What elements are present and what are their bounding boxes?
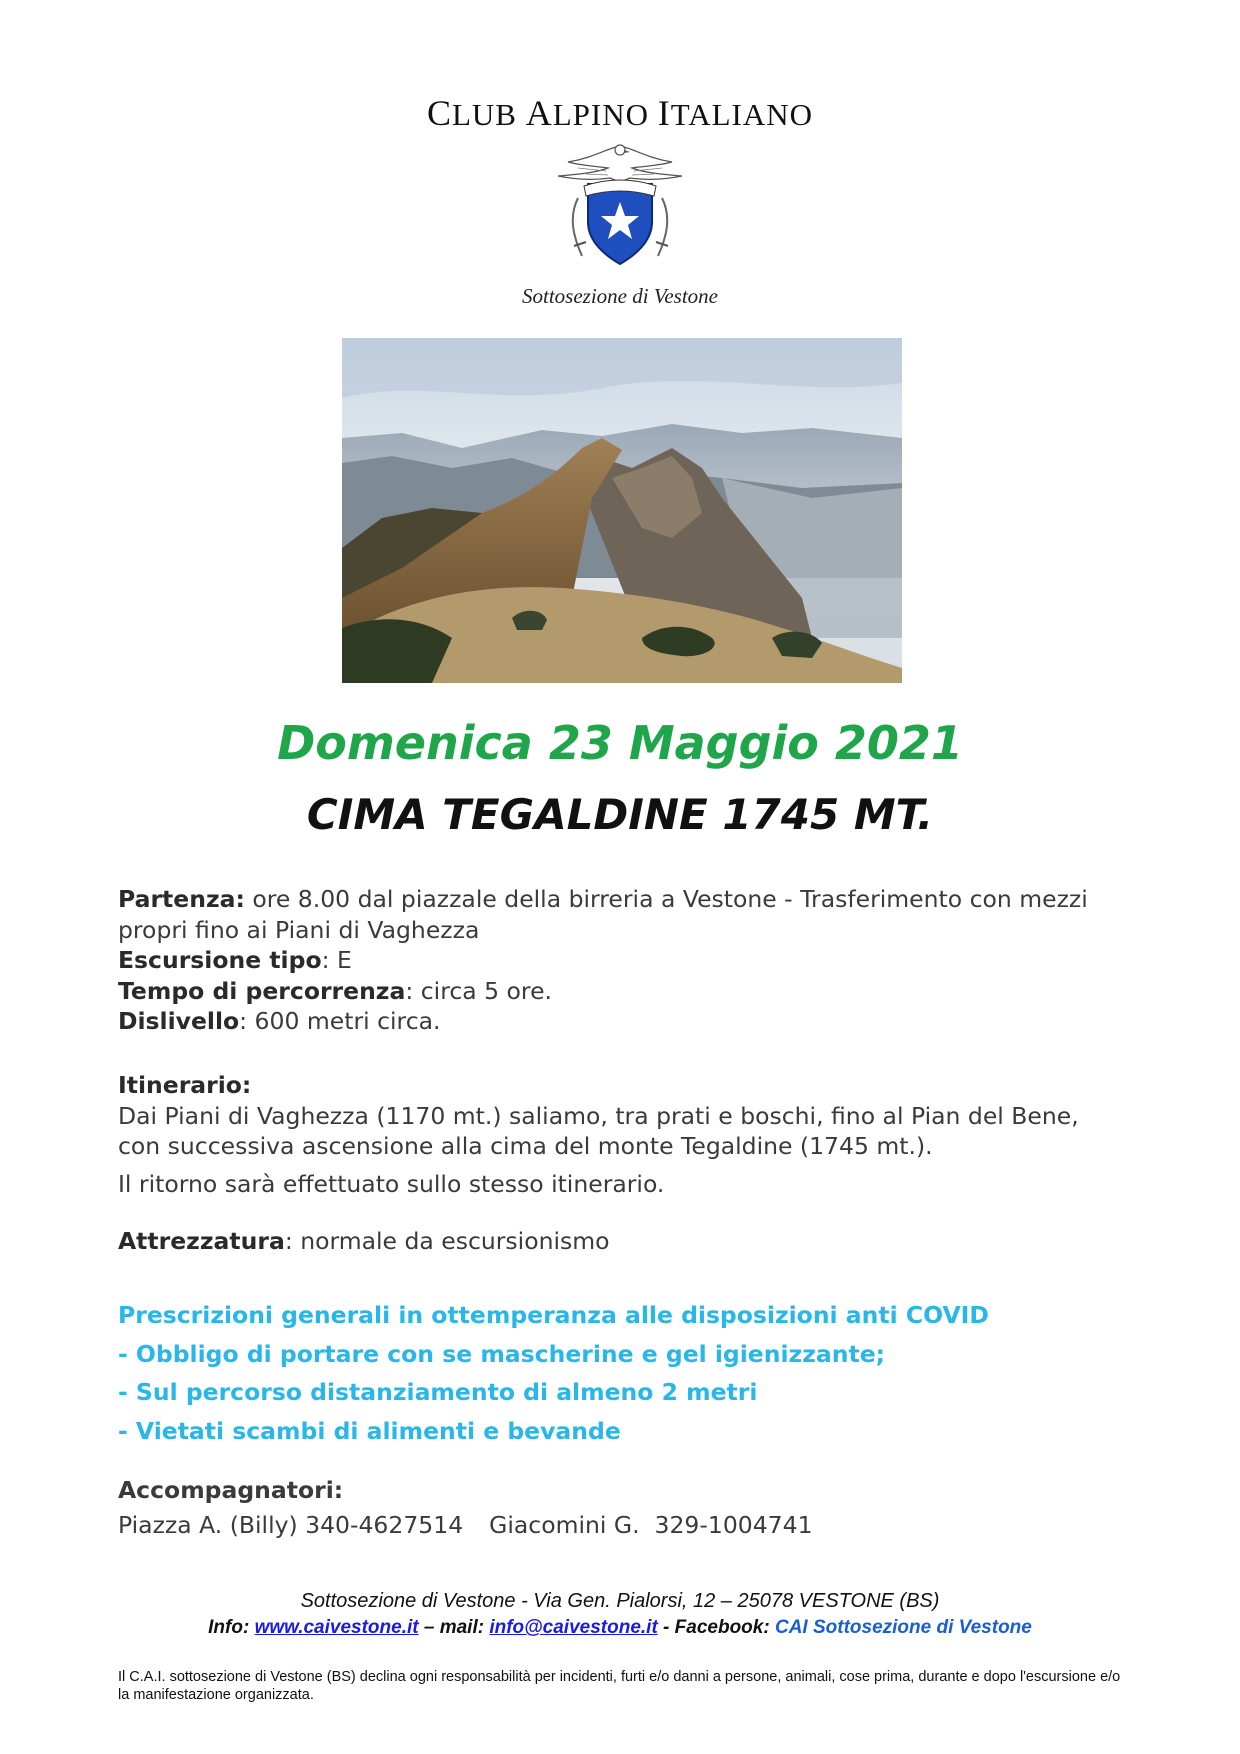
covid-item: - Sul percorso distanziamento di almeno 2 metri: [118, 1378, 758, 1406]
disclaimer: Il C.A.I. sottosezione di Vestone (BS) declina ogni responsabilità per incidenti, furti e/o danni a persone, animali, cose prima, durante e dopo l'escursione e/o la manifestazione organizzata.: [118, 1669, 1121, 1703]
cai-logo: [538, 138, 702, 274]
elevation-label: Dislivello: [118, 1007, 240, 1035]
website-link[interactable]: www.caivestone.it: [254, 1617, 419, 1638]
covid-item: - Obbligo di portare con se mascherine e gel igienizzante;: [118, 1339, 886, 1368]
departure-text: ore 8.00 dal piazzale della birreria a Vestone - Trasferimento con mezzi propri fino ai Piani di Vaghezza: [118, 885, 1088, 944]
facebook-page: CAI Sottosezione di Vestone: [774, 1617, 1032, 1638]
covid-prescriptions: [118, 1296, 1128, 1450]
elevation-line: [118, 1006, 1128, 1037]
title-initial-a: A: [525, 93, 553, 133]
title-part-club: LUB: [451, 97, 526, 132]
covid-heading: Prescrizioni generali in ottemperanza alle disposizioni anti COVID: [118, 1301, 989, 1329]
title-part-italiano: TALIANO: [670, 97, 814, 132]
subsection-name: Sottosezione di Vestone: [522, 284, 718, 308]
title-initial-i: I: [657, 93, 671, 133]
departure-label: Partenza:: [118, 885, 245, 913]
footer-address: Sottosezione di Vestone - Via Gen. Pialorsi, 12 – 25078 VESTONE (BS): [300, 1590, 940, 1612]
guides-contacts: [118, 1511, 839, 1539]
equipment-line: [118, 1226, 1128, 1257]
type-label: Escursione tipo: [118, 946, 322, 974]
guide-2: Giacomini G. 329-1004741: [489, 1511, 813, 1539]
guide-1: Piazza A. (Billy) 340-4627514: [118, 1511, 464, 1539]
equipment-label: Attrezzatura: [118, 1227, 285, 1255]
type-text: : E: [321, 946, 352, 974]
elevation-text: : 600 metri circa.: [239, 1007, 441, 1035]
event-date: Domenica 23 Maggio 2021: [277, 716, 963, 770]
facebook-label: - Facebook:: [657, 1617, 775, 1638]
covid-item: - Vietati scambi di alimenti e bevande: [118, 1416, 621, 1445]
guides-label: Accompagnatori:: [118, 1476, 344, 1504]
footer-contacts: [0, 1617, 1240, 1639]
itinerary-text: Dai Piani di Vaghezza (1170 mt.) saliamo, tra prati e boschi, fino al Pian del Bene, con successiva ascensione alla cima del monte Tegaldine (1745 mt.).: [118, 1101, 1079, 1160]
info-label: Info:: [208, 1617, 255, 1638]
organization-title: [0, 92, 1240, 134]
event-details: [118, 884, 1128, 1037]
title-part-alpino: LPINO: [552, 97, 658, 132]
itinerary-label: Itinerario:: [118, 1071, 252, 1099]
mountain-photo: [342, 338, 902, 683]
type-line: [118, 945, 1128, 976]
mail-label: – mail:: [418, 1617, 490, 1638]
departure-line: [118, 884, 1128, 945]
itinerary-section: [118, 1070, 1128, 1199]
time-line: [118, 976, 1128, 1007]
time-label: Tempo di percorrenza: [118, 976, 406, 1005]
event-title: CIMA TEGALDINE 1745 MT.: [306, 790, 934, 839]
title-initial-c: C: [426, 93, 452, 133]
time-text: : circa 5 ore.: [405, 976, 553, 1005]
email-link[interactable]: info@caivestone.it: [489, 1617, 658, 1638]
equipment-text: : normale da escursionismo: [284, 1227, 610, 1255]
itinerary-return: Il ritorno sarà effettuato sullo stesso itinerario.: [118, 1169, 665, 1198]
